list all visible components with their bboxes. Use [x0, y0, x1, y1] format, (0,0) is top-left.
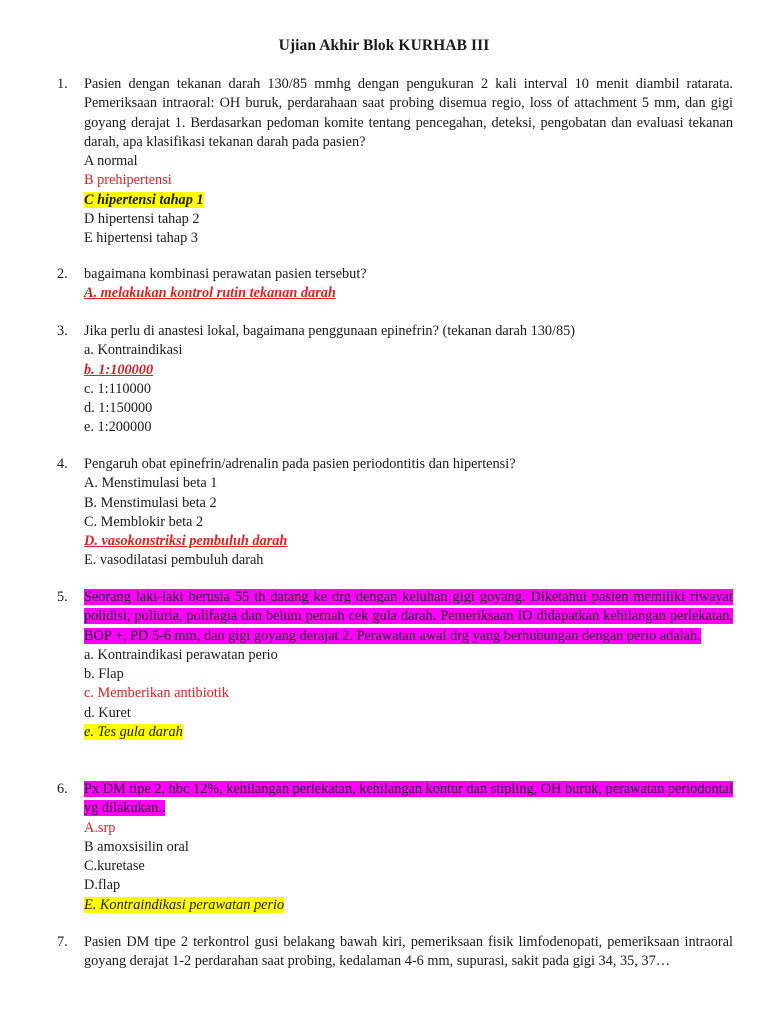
option-b: b. Flap [84, 666, 124, 683]
option-c-marked: c. Memberikan antibiotik [84, 685, 229, 702]
option-c-answer: C hipertensi tahap 1 [84, 191, 204, 208]
option-c: C. Memblokir beta 2 [84, 513, 204, 530]
question-stem: bagaimana kombinasi perawatan pasien tersebut? [84, 266, 367, 282]
question-number: 5. [57, 589, 68, 605]
question-number: 4. [57, 456, 68, 472]
question-5 [57, 588, 733, 742]
option-d: d. 1:150000 [84, 400, 153, 417]
option-b-answer: b. 1:100000 [84, 361, 154, 378]
option-a: a. Kontraindikasi perawatan perio [84, 646, 278, 663]
option-d-answer: D. vasokonstriksi pembuluh darah [84, 533, 288, 550]
option-c: c. 1:110000 [84, 380, 151, 397]
question-stem: Pengaruh obat epinefrin/adrenalin pada pasien periodontitis dan hipertensi? [84, 456, 516, 472]
option-e: E. vasodilatasi pembuluh darah [84, 552, 264, 569]
question-1 [57, 75, 733, 249]
option-d: D.flap [84, 877, 121, 894]
question-number: 1. [57, 76, 68, 92]
question-number: 7. [57, 934, 68, 950]
question-4 [57, 455, 733, 571]
question-stem-highlighted: Px DM tipe 2, hbc 12%, kehilangan perlekatan, kehilangan kontur dan stipling, OH buruk, perawatan periodontal yg dilakukan.. [84, 781, 733, 817]
question-number: 6. [57, 781, 68, 797]
option-a: A. Menstimulasi beta 1 [84, 475, 218, 492]
option-e-answer: E. Kontraindikasi perawatan perio [84, 896, 285, 913]
question-stem: Pasien DM tipe 2 terkontrol gusi belakang bawah kiri, pemeriksaan fisik limfodenopati, pemeriksaan intraoral goyang derajat 1-2 perdarahan saat probing, kedalaman 4-6 mm, supurasi, sakit pada gigi 34, 35, 37… [84, 934, 733, 970]
option-c: C.kuretase [84, 858, 145, 875]
option-e: E hipertensi tahap 3 [84, 230, 198, 247]
option-e-answer: e. Tes gula darah [84, 724, 183, 741]
question-stem: Jika perlu di anastesi lokal, bagaimana penggunaan epinefrin? (tekanan darah 130/85) [84, 323, 576, 339]
question-3 [57, 322, 733, 438]
option-b-marked: B prehipertensi [84, 172, 172, 189]
question-stem-highlighted: Seorang laki-laki berusia 55 th datang ke drg dengan keluhan gigi goyang. Diketahui pasien memiliki riwayat polidisi, poliuria, polifagia dan belum pernah cek gula darah. Pemeriksaan IO didapatkan kehilangan perlekatan, BOP +, PD 5-6 mm, dan gigi goyang derajat 2. Perawatan awal drg yang berhubungan dengan perio adalah. [84, 589, 733, 644]
question-6 [57, 780, 733, 915]
option-d: d. Kuret [84, 704, 131, 721]
option-d: D hipertensi tahap 2 [84, 211, 200, 228]
question-number: 3. [57, 323, 68, 339]
option-a-marked: A.srp [84, 819, 116, 836]
question-stem: Pasien dengan tekanan darah 130/85 mmhg dengan pengukuran 2 kali interval 10 menit diambil ratarata. Pemeriksaan intraoral: OH buruk, perdarahaan saat probing disemua regio, loss of attachment 5 mm, dan gigi goyang derajat 1. Berdasarkan pedoman komite tentang pencegahan, deteksi, pengobatan dan evaluasi tekanan darah, apa klasifikasi tekanan darah pada pasien? [84, 76, 733, 150]
option-e: e. 1:200000 [84, 419, 152, 436]
question-number: 2. [57, 266, 68, 282]
option-b: B amoxsisilin oral [84, 838, 189, 855]
question-2 [57, 265, 733, 304]
option-a: A normal [84, 153, 138, 170]
option-a-answer: A. melakukan kontrol rutin tekanan darah [84, 285, 336, 302]
document-title: Ujian Akhir Blok KURHAB III [278, 37, 490, 54]
option-a: a. Kontraindikasi [84, 342, 183, 359]
option-b: B. Menstimulasi beta 2 [84, 494, 217, 511]
question-7 [57, 933, 733, 972]
